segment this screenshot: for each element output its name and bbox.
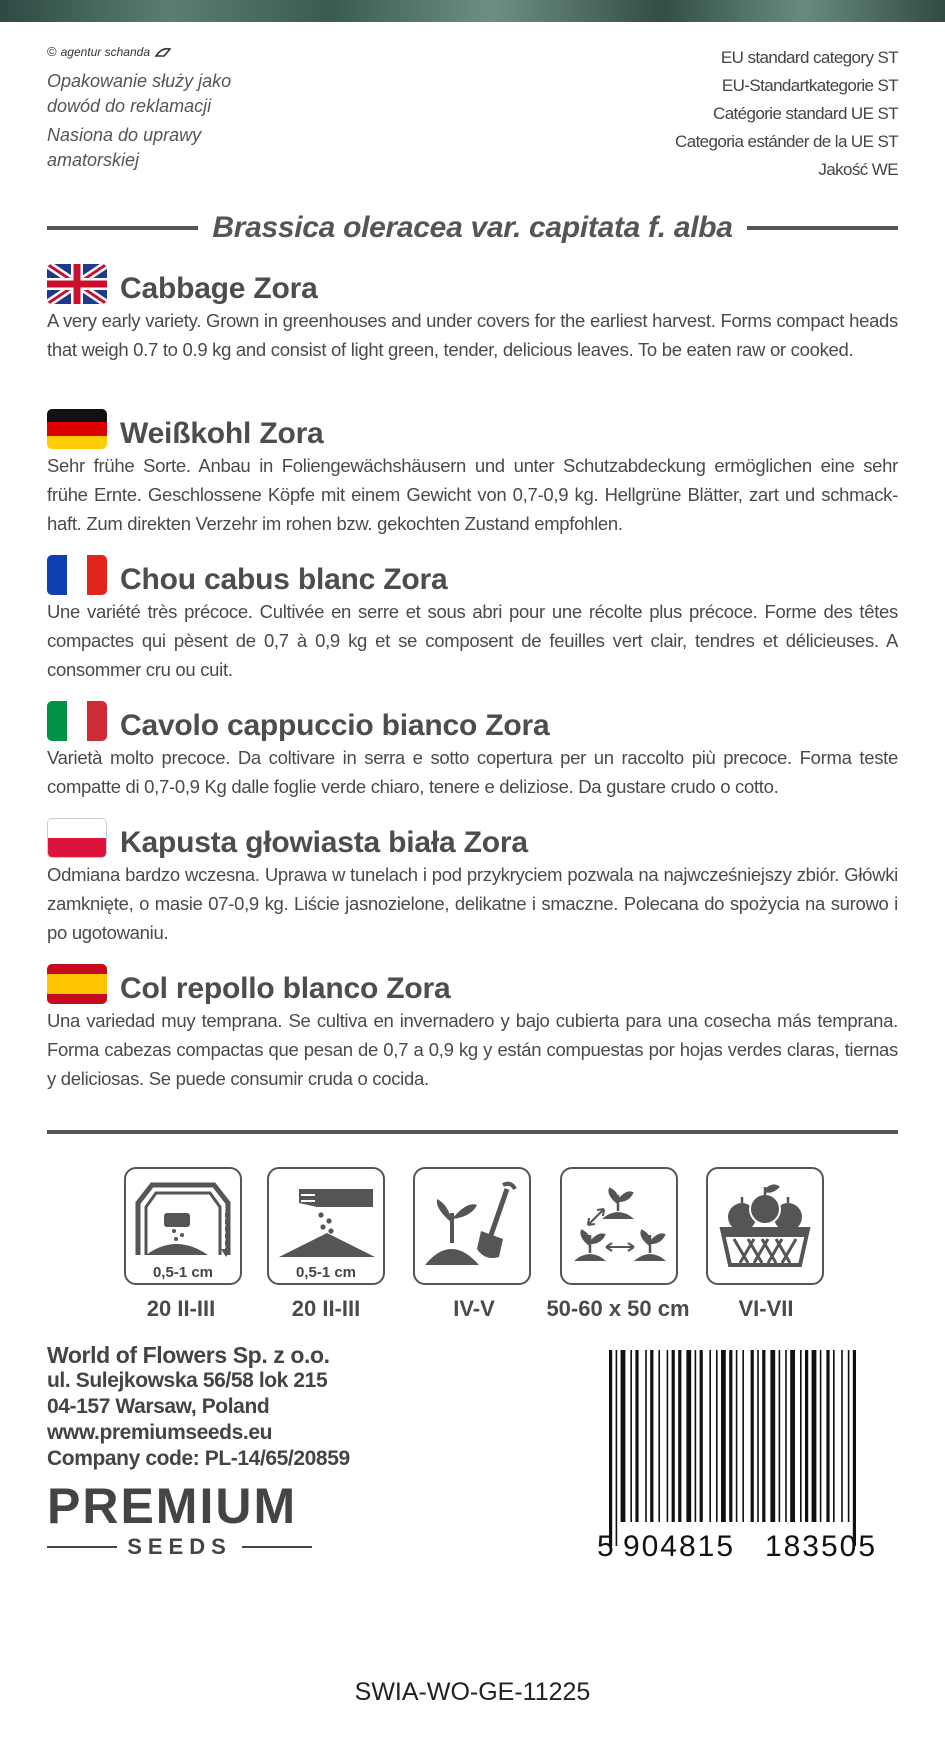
barcode-bar [709, 1350, 711, 1522]
icon-label: 20 II-III [291, 1296, 361, 1321]
barcode-bar [621, 1350, 626, 1522]
barcode-bar [770, 1350, 775, 1522]
standard-line: EU-Standartkategorie ST [721, 76, 898, 95]
agency-credit-text: agentur schanda [60, 44, 150, 59]
lang-section-polish [47, 816, 898, 947]
barcode-bar [721, 1350, 726, 1522]
barcode-bar [790, 1350, 795, 1522]
barcode-bar [812, 1350, 817, 1522]
icon-label: 20 II-III [146, 1296, 216, 1321]
barcode-bar [833, 1350, 835, 1522]
standards-list [675, 44, 898, 184]
company-name: World of Flowers Sp. z o.o. [47, 1342, 330, 1368]
spacing-icon [560, 1167, 678, 1285]
icon-label: IV-V [453, 1296, 495, 1321]
greenhouse-sowing-icon [124, 1167, 242, 1285]
barcode-bar [742, 1350, 744, 1522]
agency-logo-icon [154, 46, 172, 58]
barcode-bar [757, 1350, 759, 1522]
barcode-bar [853, 1350, 856, 1546]
barcode-bar [645, 1350, 647, 1522]
barcode-digits: 5 [597, 1530, 616, 1560]
sowing-depth-caption: 0,5-1 cm [295, 1264, 357, 1281]
barcode-bar [695, 1350, 697, 1522]
barcode-bar [826, 1350, 829, 1522]
germany-flag-icon [47, 409, 107, 449]
spain-flag-icon [47, 964, 107, 1004]
company-street: ul. Sulejkowska 56/58 lok 215 [47, 1369, 328, 1392]
lang-title: Kapusta głowiasta biała Zora [120, 826, 528, 859]
lang-title: Weißkohl Zora [120, 417, 324, 450]
italy-flag-icon [47, 701, 107, 741]
barcode-bar [678, 1350, 681, 1522]
harvest-basket-icon [706, 1167, 824, 1285]
barcode-bar [616, 1350, 618, 1546]
standard-line: Catégorie standard UE ST [713, 104, 898, 123]
lang-text: Une variété très précoce. Cultivée en serre et sous abri pour une récolte plus précoce. Forme des têtes compactes qui pèsent de 0,7 à 0,9 kg et se composent de feuilles vert clair, tendres et délicieuses. A consommer cru ou cuit. [47, 601, 898, 680]
barcode-bar [800, 1350, 802, 1522]
lang-title: Chou cabus blanc Zora [120, 563, 448, 596]
barcode-bar [658, 1350, 660, 1522]
lang-section-german [47, 407, 898, 538]
barcode-bar [716, 1350, 718, 1522]
lang-title: Col repollo blanco Zora [120, 972, 451, 1005]
barcode-bar [635, 1350, 638, 1522]
barcode-bar [751, 1350, 754, 1522]
company-city: 04-157 Warsaw, Poland [47, 1395, 270, 1418]
latin-name: Brassica oleracea var. capitata f. alba [212, 211, 733, 244]
latin-name-row [47, 206, 898, 250]
barcode-bar [672, 1350, 675, 1522]
packaging-notes [47, 44, 347, 177]
barcode-bar [729, 1350, 732, 1522]
barcode-bar [686, 1350, 691, 1522]
barcode-bar [805, 1350, 808, 1522]
logo-premium: PREMIUM [47, 1478, 298, 1534]
uk-flag-icon [47, 264, 107, 304]
product-code: SWIA-WO-GE-11225 [354, 1678, 591, 1706]
logo-seeds: SEEDS [127, 1534, 232, 1559]
lang-text: Odmiana bardzo wczesna. Uprawa w tunelach i pod przykryciem pozwala na najwcześniejszy zbiór. Główki zamknięte, o masie 07-0,9 kg. Liście jasnozielone, delikatne i smaczne. Polecana do spożycia na surowo i po ugotowaniu. [47, 864, 898, 943]
barcode-bar [779, 1350, 781, 1522]
barcode-bar [848, 1350, 850, 1522]
icon-label: VI-VII [738, 1296, 794, 1321]
company-website[interactable]: www.premiumseeds.eu [47, 1421, 273, 1444]
poland-flag-icon [47, 818, 107, 858]
barcode-bar [841, 1350, 843, 1522]
premium-seeds-logo [47, 1480, 312, 1560]
barcode-bar [609, 1350, 612, 1546]
icon-label: 50-60 x 50 cm [546, 1296, 690, 1321]
lang-section-french [47, 553, 898, 684]
barcode-bar [630, 1350, 632, 1522]
top-photo-strip [0, 0, 945, 22]
barcode-bar [785, 1350, 787, 1522]
barcode-bar [762, 1350, 765, 1522]
agency-credit [47, 44, 347, 59]
barcode [597, 1350, 897, 1560]
latin-rule-left [47, 226, 198, 230]
france-flag-icon [47, 555, 107, 595]
barcode-bar [650, 1350, 653, 1522]
standard-line: Jakość WE [818, 160, 898, 179]
section-divider [47, 1130, 898, 1134]
company-info [47, 1342, 350, 1472]
field-sowing-icon [267, 1167, 385, 1285]
complaint-note: Opakowanie służy jako dowód do reklamacji [47, 71, 232, 116]
barcode-digits: 904815 [622, 1530, 736, 1560]
planting-out-icon [413, 1167, 531, 1285]
lang-text: Sehr frühe Sorte. Anbau in Foliengewächshäusern und unter Schutzabdeckung ermöglichen eine sehr frühe Ernte. Geschlossene Köpfe mit einem Gewicht von 0,7-0,9 kg. Hellgrüne Blätter, zart und schmack-haft. Zum direkten Verzehr im rohen bzw. gekochten Zustand empfohlen. [47, 455, 898, 534]
standard-line: EU standard category ST [720, 48, 898, 67]
company-code: Company code: PL-14/65/20859 [47, 1447, 350, 1470]
lang-section-spanish [47, 962, 898, 1093]
lang-text: Una variedad muy temprana. Se cultiva en invernadero y bajo cubierta para una cosecha más temprana. Forma cabezas compactas que pesan de 0,7 a 0,9 kg y están compuestas por hojas verdes claras, tiernas y deliciosas. Se puede consumir cruda o cocida. [47, 1010, 898, 1089]
lang-section-italian [47, 699, 898, 801]
lang-section-english [47, 262, 898, 364]
lang-text: A very early variety. Grown in greenhouses and under covers for the earliest harvest. Forms compact heads that weigh 0.7 to 0.9 kg and consist of light green, tender, delicious leaves. To be eaten raw or cooked. [47, 310, 898, 360]
barcode-bar [667, 1350, 669, 1522]
copyright-icon: © [47, 44, 57, 59]
lang-title: Cabbage Zora [120, 272, 318, 305]
lang-title: Cavolo cappuccio bianco Zora [120, 709, 550, 742]
sowing-depth-caption: 0,5-1 cm [152, 1264, 214, 1281]
barcode-digits: 183505 [764, 1530, 878, 1560]
standard-line: Categoria estánder de la UE ST [675, 132, 898, 151]
amateur-note: Nasiona do uprawy amatorskiej [47, 125, 202, 170]
barcode-bar [700, 1350, 703, 1522]
lang-text: Varietà molto precoce. Da coltivare in serra e sotto copertura per un raccolto più precoce. Forma teste compatte di 0,7-0,9 Kg dalle foglie verde chiaro, tenere e deliziose. Da gustare crudo o cotto. [47, 747, 898, 797]
barcode-bar [736, 1350, 738, 1522]
barcode-bar [820, 1350, 822, 1522]
latin-rule-right [747, 226, 898, 230]
